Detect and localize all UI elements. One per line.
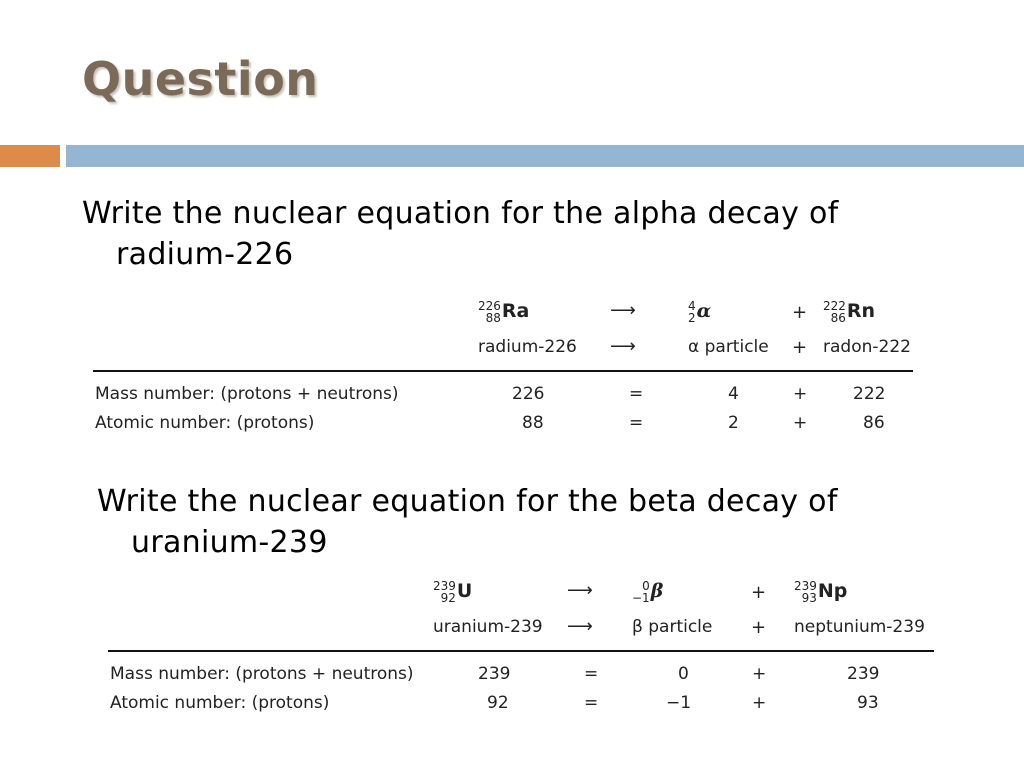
radon-mass-number: 222: [823, 299, 846, 313]
neptunium-name: neptunium-239: [794, 617, 925, 637]
alpha-mass-label: Mass number: (protons + neutrons): [95, 384, 399, 404]
beta-atomic-val-product: 93: [857, 693, 879, 713]
alpha-atomic-val-reactant: 88: [522, 413, 544, 433]
alpha-mass-plus: +: [793, 384, 808, 404]
uranium-symbol: U: [456, 580, 473, 602]
beta-mass-label: Mass number: (protons + neutrons): [110, 664, 414, 684]
beta-atomic-val-particle: −1: [666, 693, 692, 713]
beta-question-line1: Write the nuclear equation for the beta decay of: [97, 484, 838, 519]
uranium-name: uranium-239: [433, 617, 543, 637]
beta-mass-val-particle: 0: [678, 664, 689, 684]
beta-mass-number: 0: [642, 579, 650, 593]
slide-title: Question: [82, 52, 319, 106]
alpha-reaction-arrow: ⟶: [610, 300, 636, 321]
beta-divider: [108, 650, 934, 652]
alpha-plus-sign: +: [792, 302, 808, 323]
beta-question-line2: uranium-239: [131, 525, 328, 560]
beta-atomic-equals: =: [584, 693, 599, 713]
alpha-atomic-label: Atomic number: (protons): [95, 413, 315, 433]
alpha-name-plus: +: [792, 337, 808, 358]
radium-atomic-number: 88: [485, 311, 501, 325]
beta-plus-sign: +: [751, 582, 767, 603]
beta-atomic-plus: +: [752, 693, 767, 713]
beta-reaction-arrow: ⟶: [567, 580, 593, 601]
radium-name: radium-226: [478, 337, 577, 357]
alpha-name-arrow: ⟶: [610, 336, 636, 357]
alpha-atomic-plus: +: [793, 413, 808, 433]
beta-name-arrow: ⟶: [567, 616, 593, 637]
radon-symbol: Rn: [846, 300, 876, 322]
alpha-particle-name: α particle: [688, 337, 769, 357]
alpha-symbol: α: [696, 300, 712, 322]
radon-name: radon-222: [823, 337, 911, 357]
beta-mass-val-reactant: 239: [478, 664, 511, 684]
alpha-mass-val-particle: 4: [728, 384, 739, 404]
alpha-question-line2: radium-226: [116, 237, 294, 272]
alpha-atomic-val-particle: 2: [728, 413, 739, 433]
radon-atomic-number: 86: [830, 311, 846, 325]
alpha-atomic-val-product: 86: [863, 413, 885, 433]
beta-symbol: β: [650, 580, 664, 602]
uranium-atomic-number: 92: [440, 591, 456, 605]
radium-symbol: Ra: [501, 300, 530, 322]
neptunium-atomic-number: 93: [801, 591, 817, 605]
neptunium-nuclide: [794, 580, 847, 604]
uranium-mass-number: 239: [433, 579, 456, 593]
beta-mass-equals: =: [584, 664, 599, 684]
neptunium-mass-number: 239: [794, 579, 817, 593]
beta-name-plus: +: [751, 617, 767, 638]
alpha-mass-val-product: 222: [853, 384, 886, 404]
radium-mass-number: 226: [478, 299, 501, 313]
neptunium-symbol: Np: [817, 580, 848, 602]
beta-particle-name: β particle: [632, 617, 713, 637]
alpha-question-line1: Write the nuclear equation for the alpha decay of: [82, 196, 839, 231]
uranium-nuclide: [433, 580, 472, 604]
alpha-mass-equals: =: [629, 384, 644, 404]
alpha-atomic-number: 2: [688, 311, 696, 325]
beta-particle-nuclide: [632, 580, 663, 604]
alpha-mass-number: 4: [688, 299, 696, 313]
beta-atomic-val-reactant: 92: [487, 693, 509, 713]
beta-atomic-label: Atomic number: (protons): [110, 693, 330, 713]
beta-atomic-number: −1: [632, 591, 650, 605]
alpha-mass-val-reactant: 226: [512, 384, 545, 404]
alpha-atomic-equals: =: [629, 413, 644, 433]
beta-mass-plus: +: [752, 664, 767, 684]
beta-mass-val-product: 239: [847, 664, 880, 684]
